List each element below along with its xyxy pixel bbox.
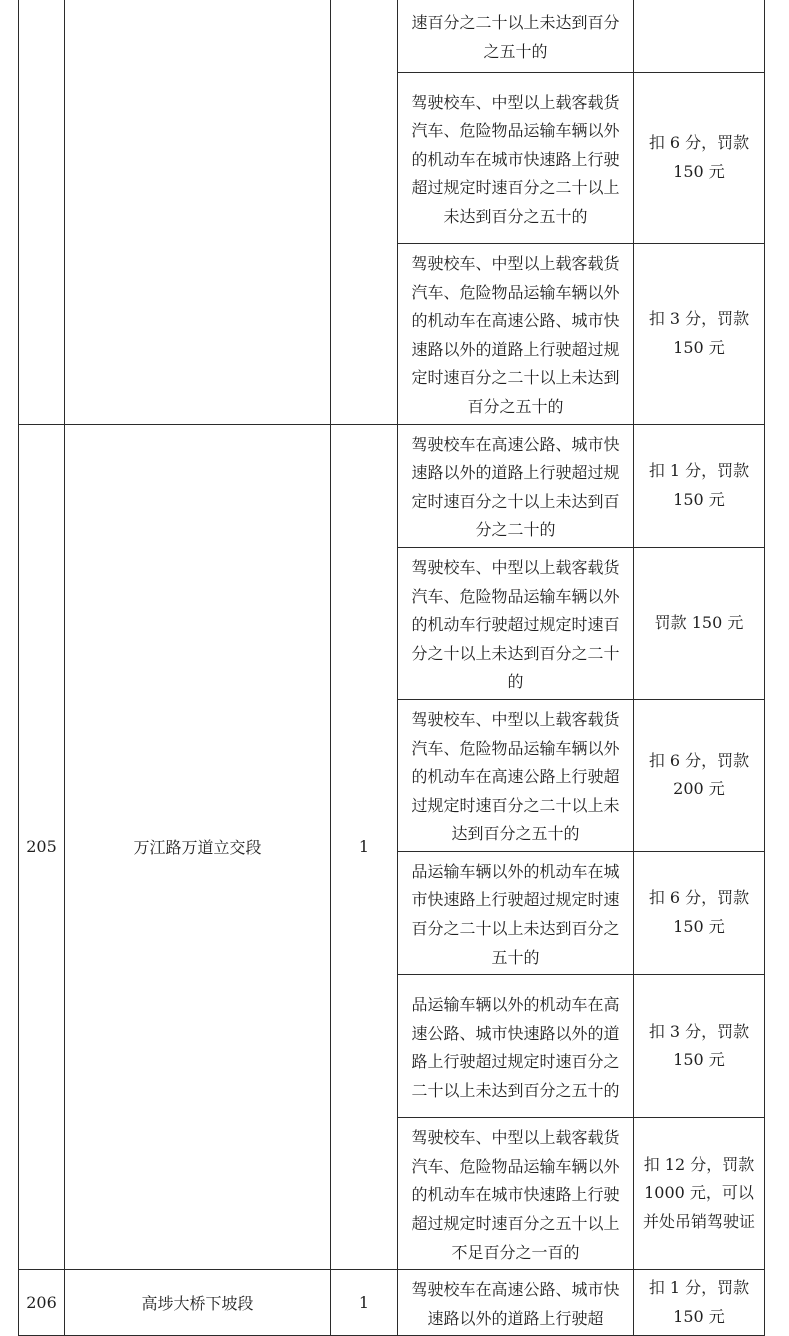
location-cell: 万江路万道立交段	[65, 424, 331, 1270]
penalty-cell: 扣 6 分，罚款 150 元	[634, 73, 765, 244]
row-number-cell: 206	[19, 1270, 65, 1336]
violation-cell: 驾驶校车、中型以上载客载货汽车、危险物品运输车辆以外的机动车在城市快速路上行驶超过规定时速百分之五十以上不足百分之一百的	[398, 1118, 634, 1270]
table-row	[19, 424, 765, 547]
location-cell	[65, 0, 331, 424]
table-row	[19, 0, 765, 73]
violation-cell: 驾驶校车在高速公路、城市快速路以外的道路上行驶超过规定时速百分之十以上未达到百分之二十的	[398, 424, 634, 547]
penalty-cell	[634, 0, 765, 73]
violation-cell: 驾驶校车、中型以上载客载货汽车、危险物品运输车辆以外的机动车在城市快速路上行驶超过规定时速百分之二十以上未达到百分之五十的	[398, 73, 634, 244]
row-number-cell: 205	[19, 424, 65, 1270]
penalty-cell: 扣 3 分，罚款 150 元	[634, 975, 765, 1118]
penalty-cell: 扣 1 分，罚款 150 元	[634, 424, 765, 547]
location-cell: 高埗大桥下坡段	[65, 1270, 331, 1336]
violation-cell: 品运输车辆以外的机动车在城市快速路上行驶超过规定时速百分之二十以上未达到百分之五十的	[398, 851, 634, 974]
penalty-cell: 扣 6 分，罚款 200 元	[634, 699, 765, 851]
violation-cell: 品运输车辆以外的机动车在高速公路、城市快速路以外的道路上行驶超过规定时速百分之二十以上未达到百分之五十的	[398, 975, 634, 1118]
violation-cell: 速百分之二十以上未达到百分之五十的	[398, 0, 634, 73]
penalty-cell: 罚款 150 元	[634, 547, 765, 699]
penalty-cell: 扣 3 分，罚款 150 元	[634, 244, 765, 425]
device-count-cell	[331, 0, 398, 424]
penalty-cell: 扣 6 分，罚款 150 元	[634, 851, 765, 974]
violation-cell: 驾驶校车、中型以上载客载货汽车、危险物品运输车辆以外的机动车行驶超过规定时速百分之十以上未达到百分之二十的	[398, 547, 634, 699]
device-count-cell: 1	[331, 1270, 398, 1336]
violation-table	[18, 0, 765, 1336]
violation-cell: 驾驶校车、中型以上载客载货汽车、危险物品运输车辆以外的机动车在高速公路上行驶超过规定时速百分之二十以上未达到百分之五十的	[398, 699, 634, 851]
penalty-cell: 扣 1 分，罚款 150 元	[634, 1270, 765, 1336]
row-number-cell	[19, 0, 65, 424]
violation-cell: 驾驶校车、中型以上载客载货汽车、危险物品运输车辆以外的机动车在高速公路、城市快速路以外的道路上行驶超过规定时速百分之二十以上未达到百分之五十的	[398, 244, 634, 425]
device-count-cell: 1	[331, 424, 398, 1270]
violation-cell: 驾驶校车在高速公路、城市快速路以外的道路上行驶超	[398, 1270, 634, 1336]
penalty-cell: 扣 12 分，罚款 1000 元，可以并处吊销驾驶证	[634, 1118, 765, 1270]
